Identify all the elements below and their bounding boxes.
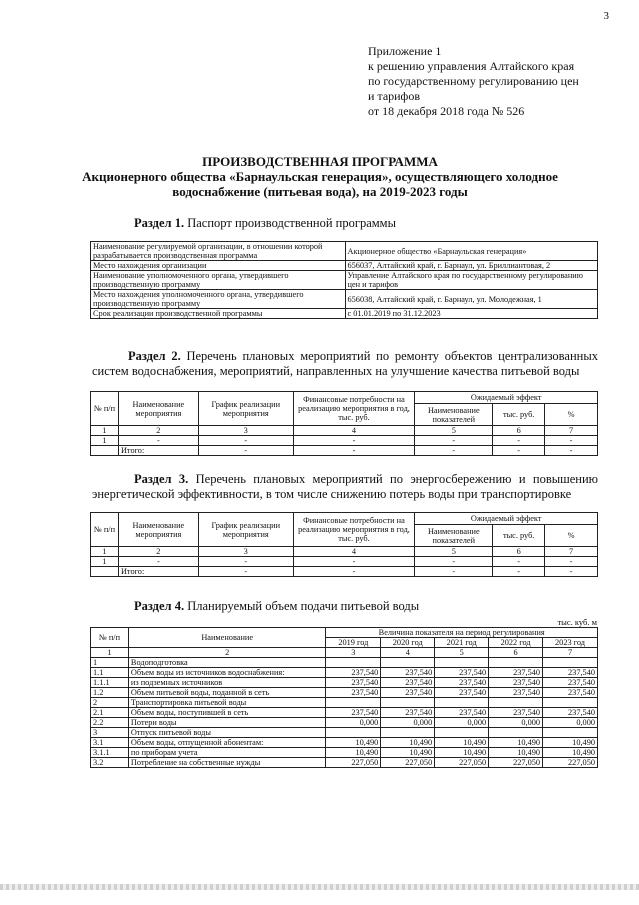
table-row: 1 - - - - - - (91, 436, 598, 446)
table-row: Итого: - - - - - (91, 567, 598, 577)
document-title (40, 154, 600, 199)
passport-table (90, 241, 598, 319)
section3-label: Раздел 3. (134, 472, 189, 486)
page-number: 3 (603, 10, 609, 22)
table-row: 1.2 Объем питьевой воды, поданной в сеть 237,540 237,540 237,540 237,540 237,540 (91, 688, 598, 698)
section4-label: Раздел 4. (134, 599, 185, 613)
section3-heading (92, 472, 598, 502)
title-line: ПРОИЗВОДСТВЕННАЯ ПРОГРАММА (202, 154, 438, 169)
table-row: 1.1 Объем воды из источников водоснабжения: 237,540 237,540 237,540 237,540 237,540 (91, 668, 598, 678)
table-header-row: 2019 год 2020 год 2021 год 2022 год 2023 год (91, 638, 598, 648)
section3-text: Перечень плановых мероприятий по энергосбережению и повышению энергетической эффективности, в том числе снижению потерь воды при транспортировке (92, 472, 599, 501)
table-row: Место нахождения организации 656037, Алтайский край, г. Барнаул, ул. Бриллиантовая, 2 (91, 261, 598, 271)
appendix-block (368, 44, 618, 119)
table-row: 2 Транспортировка питьевой воды (91, 698, 598, 708)
title-line: Акционерного общества «Барнаульская генерация», осуществляющего холодное (82, 169, 558, 184)
table-row: 3 Отпуск питьевой воды (91, 728, 598, 738)
table-row: 3.2 Потребление на собственные нужды 227,050 227,050 227,050 227,050 227,050 (91, 758, 598, 768)
table-row: Итого: - - - - - (91, 446, 598, 456)
scan-artifact (0, 884, 639, 890)
section2-heading (92, 349, 598, 379)
table-header-row: Наименование показателей тыс. руб. % (91, 525, 598, 547)
appendix-line: к решению управления Алтайского края (368, 59, 575, 73)
section1-text: Паспорт производственной программы (187, 216, 396, 230)
table-row: 2.1 Объем воды, поступившей в сеть 237,540 237,540 237,540 237,540 237,540 (91, 708, 598, 718)
table-row: 1 2 3 4 5 6 7 (91, 547, 598, 557)
energy-measures-table (90, 512, 598, 577)
appendix-line: Приложение 1 (368, 44, 442, 58)
table-row: Наименование уполномоченного органа, утвердившего производственную программу Управление Алтайского края по государственному регулированию цен и тарифов (91, 271, 598, 290)
section4-heading (134, 599, 419, 614)
section1-heading (134, 216, 396, 231)
table-row: Место нахождения уполномоченного органа, утвердившего производственную программу 656038, Алтайский край, г. Барнаул, ул. Молодежная, 1 (91, 290, 598, 309)
table-row: 1 2 3 4 5 6 7 (91, 426, 598, 436)
table-header-row: № п/п Наименование мероприятия График реализации мероприятия Финансовые потребности на реализацию мероприятия в год, тыс. руб. Ожидаемый эффект (91, 392, 598, 404)
table-row: 1 Водоподготовка (91, 658, 598, 668)
section1-label: Раздел 1. (134, 216, 185, 230)
appendix-line: от 18 декабря 2018 года № 526 (368, 104, 525, 118)
table-row: 3.1 Объем воды, отпущенной абонентам: 10,490 10,490 10,490 10,490 10,490 (91, 738, 598, 748)
section4-text: Планируемый объем подачи питьевой воды (187, 599, 420, 613)
unit-label: тыс. куб. м (557, 617, 597, 627)
water-supply-table (90, 627, 598, 768)
repair-measures-table (90, 391, 598, 456)
table-row: 2.2 Потери воды 0,000 0,000 0,000 0,000 0,000 (91, 718, 598, 728)
table-row: 3.1.1 по приборам учета 10,490 10,490 10,490 10,490 10,490 (91, 748, 598, 758)
table-header-row: № п/п Наименование мероприятия График реализации мероприятия Финансовые потребности на реализацию мероприятия в год, тыс. руб. Ожидаемый эффект (91, 513, 598, 525)
table-row: 1 2 3 4 5 6 7 (91, 648, 598, 658)
table-row: Наименование регулируемой организации, в отношении которой разрабатывается производственная программа Акционерное общество «Барнаульская генерация» (91, 242, 598, 261)
table-row: 1.1.1 из подземных источников 237,540 237,540 237,540 237,540 237,540 (91, 678, 598, 688)
table-row: Срок реализации производственной программы с 01.01.2019 по 31.12.2023 (91, 309, 598, 319)
table-header-row: Наименование показателей тыс. руб. % (91, 404, 598, 426)
table-header-row: № п/п Наименование Величина показателя на период регулирования (91, 628, 598, 638)
table-row: 1 - - - - - - (91, 557, 598, 567)
section2-label: Раздел 2. (128, 349, 181, 363)
water-supply-rows (91, 658, 598, 768)
appendix-line: по государственному регулированию цен (368, 74, 579, 88)
title-line: водоснабжение (питьевая вода), на 2019-2023 годы (172, 184, 468, 199)
appendix-line: и тарифов (368, 89, 421, 103)
section2-text: Перечень плановых мероприятий по ремонту объектов централизованных систем водоснабжения, мероприятий, направленных на улучшение качества питьевой воды (92, 349, 598, 378)
